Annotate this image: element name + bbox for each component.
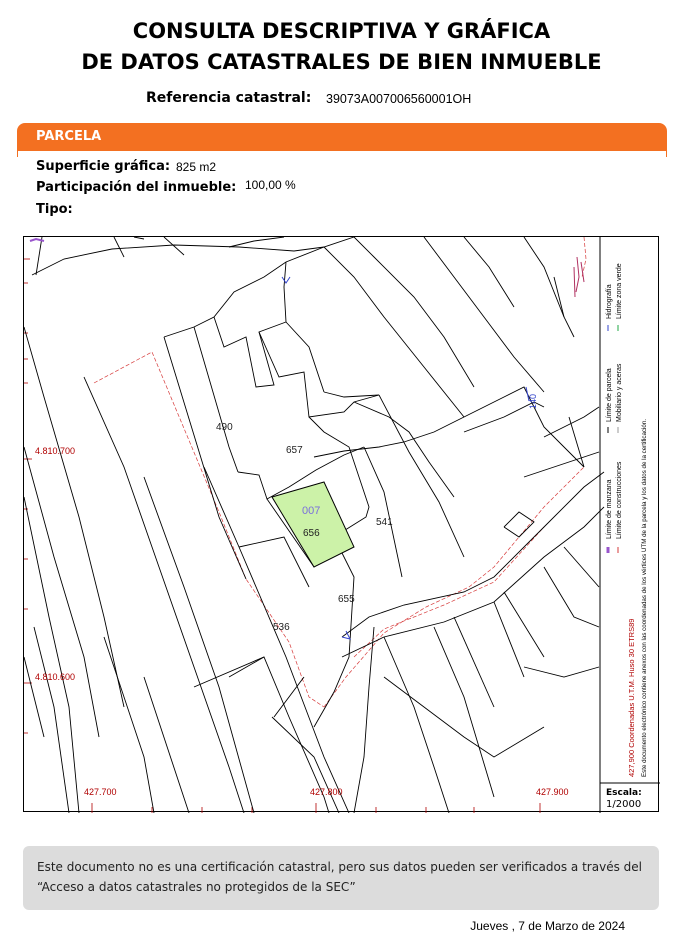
coord-x-427900: 427.900 (536, 787, 569, 797)
legend-zona-verde: Límite zona verde (616, 263, 623, 319)
plot-label-541: 541 (376, 517, 393, 528)
legend-parcela: Límite de parcela (606, 368, 613, 422)
participacion-value: 100,00 % (245, 178, 296, 192)
coord-x-427800: 427.800 (310, 787, 343, 797)
superficie-value: 825 m2 (176, 160, 217, 174)
plot-label-655: 655 (338, 594, 355, 605)
legend-mobiliario: Mobiliario y aceras (616, 363, 623, 422)
plot-label-656: 656 (303, 528, 320, 539)
section-header-bar (17, 123, 667, 151)
legend-documento: Este documento electrónico contiene anexos con las coordenadas de los vértices UTM de la parcela y los datos de la certificación. (641, 418, 648, 777)
coord-y-4810600: 4.810.600 (35, 672, 76, 682)
zone-boundary (94, 237, 586, 707)
tipo-label: Tipo: (36, 202, 73, 217)
legend-construcciones: Límite de construcciones (616, 461, 623, 539)
legend-coordenadas: 427,900 Coordenadas U.T.M. Huso 30 ETRS89 (627, 618, 636, 777)
plot-label-536: 536 (273, 622, 290, 633)
plot-label-140: 140 (528, 393, 538, 409)
plot-label-657: 657 (286, 445, 303, 456)
superficie-label: Superficie gráfica: (36, 159, 171, 174)
title-line-1: CONSULTA DESCRIPTIVA Y GRÁFICA (132, 19, 551, 43)
scale-value: 1/2000 (606, 799, 642, 810)
reference-label: Referencia catastral: (146, 90, 312, 106)
section-border-right (666, 151, 667, 157)
coordinate-ticks (24, 259, 540, 813)
legend-hidrografia: Hidrografía (606, 284, 613, 319)
cadastral-map (23, 236, 659, 812)
participacion-label: Participación del inmueble: (36, 180, 237, 195)
plot-label-490: 490 (216, 422, 233, 433)
plot-label-007: 007 (302, 505, 321, 517)
coord-y-4810700: 4.810.700 (35, 446, 76, 456)
disclaimer-note: Este documento no es una certificación catastral, pero sus datos pueden ser verificados a través del “Acceso a datos catastrales no protegidos de la SEC” (23, 846, 659, 910)
scale-label: Escala: (606, 788, 642, 798)
section-title: PARCELA (36, 129, 102, 144)
map-drawing (24, 237, 660, 813)
section-border-left (17, 151, 18, 157)
title-line-2: DE DATOS CATASTRALES DE BIEN INMUEBLE (81, 50, 602, 74)
hydrography-marks (282, 277, 529, 639)
reference-value: 39073A007006560001OH (326, 92, 472, 106)
red-scribbles (574, 257, 584, 297)
coord-x-427700: 427.700 (84, 787, 117, 797)
issue-date: Jueves , 7 de Marzo de 2024 (470, 919, 625, 933)
document-title (0, 16, 683, 78)
legend-manzana: Límite de manzana (606, 479, 613, 539)
